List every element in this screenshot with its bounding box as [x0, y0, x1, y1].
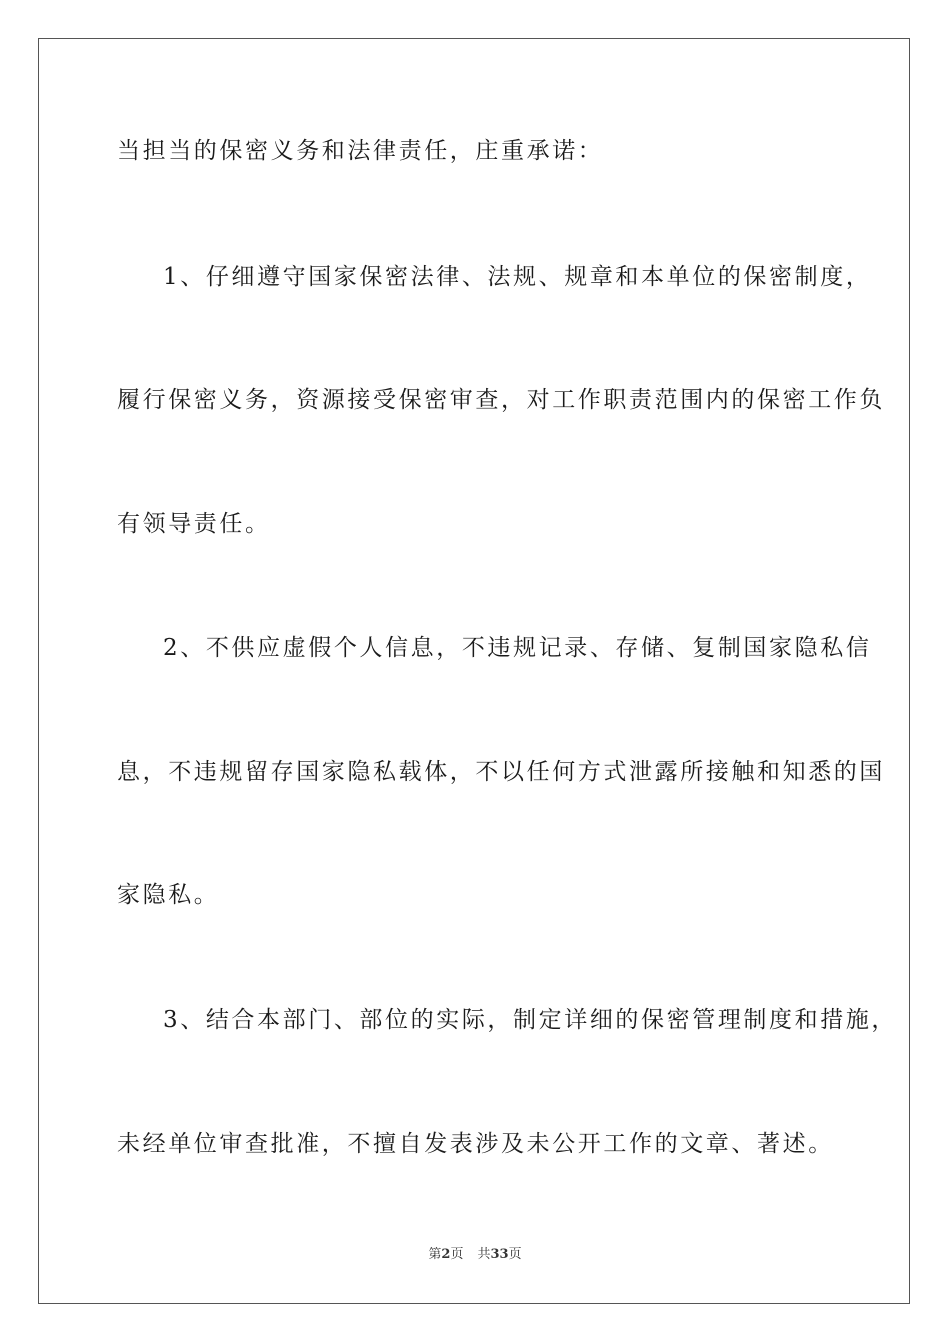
total-pages: 33 — [490, 1247, 509, 1262]
text-line-9: 未经单位审查批准，不擅自发表涉及未公开工作的文章、著述。 — [117, 1131, 834, 1157]
page-suffix: 页 — [450, 1247, 464, 1262]
text-line-6: 息，不违规留存国家隐私载体，不以任何方式泄露所接触和知悉的国 — [117, 759, 885, 785]
text-line-1: 当担当的保密义务和法律责任，庄重承诺： — [117, 138, 604, 164]
text-line-2: 1、仔细遵守国家保密法律、法规、规章和本单位的保密制度， — [163, 264, 872, 290]
total-suffix: 页 — [508, 1247, 522, 1262]
text-line-5: 2、不供应虚假个人信息，不违规记录、存储、复制国家隐私信 — [163, 635, 872, 661]
text-line-8: 3、结合本部门、部位的实际，制定详细的保密管理制度和措施， — [163, 1007, 898, 1033]
total-prefix: 共 — [477, 1247, 491, 1262]
page-footer — [0, 1246, 950, 1264]
page-border — [38, 38, 910, 1304]
text-line-3: 履行保密义务，资源接受保密审查，对工作职责范围内的保密工作负 — [117, 387, 885, 413]
text-line-4: 有领导责任。 — [117, 511, 271, 537]
page-prefix: 第 — [428, 1247, 442, 1262]
page-number: 2 — [441, 1247, 451, 1262]
text-line-7: 家隐私。 — [117, 882, 220, 908]
